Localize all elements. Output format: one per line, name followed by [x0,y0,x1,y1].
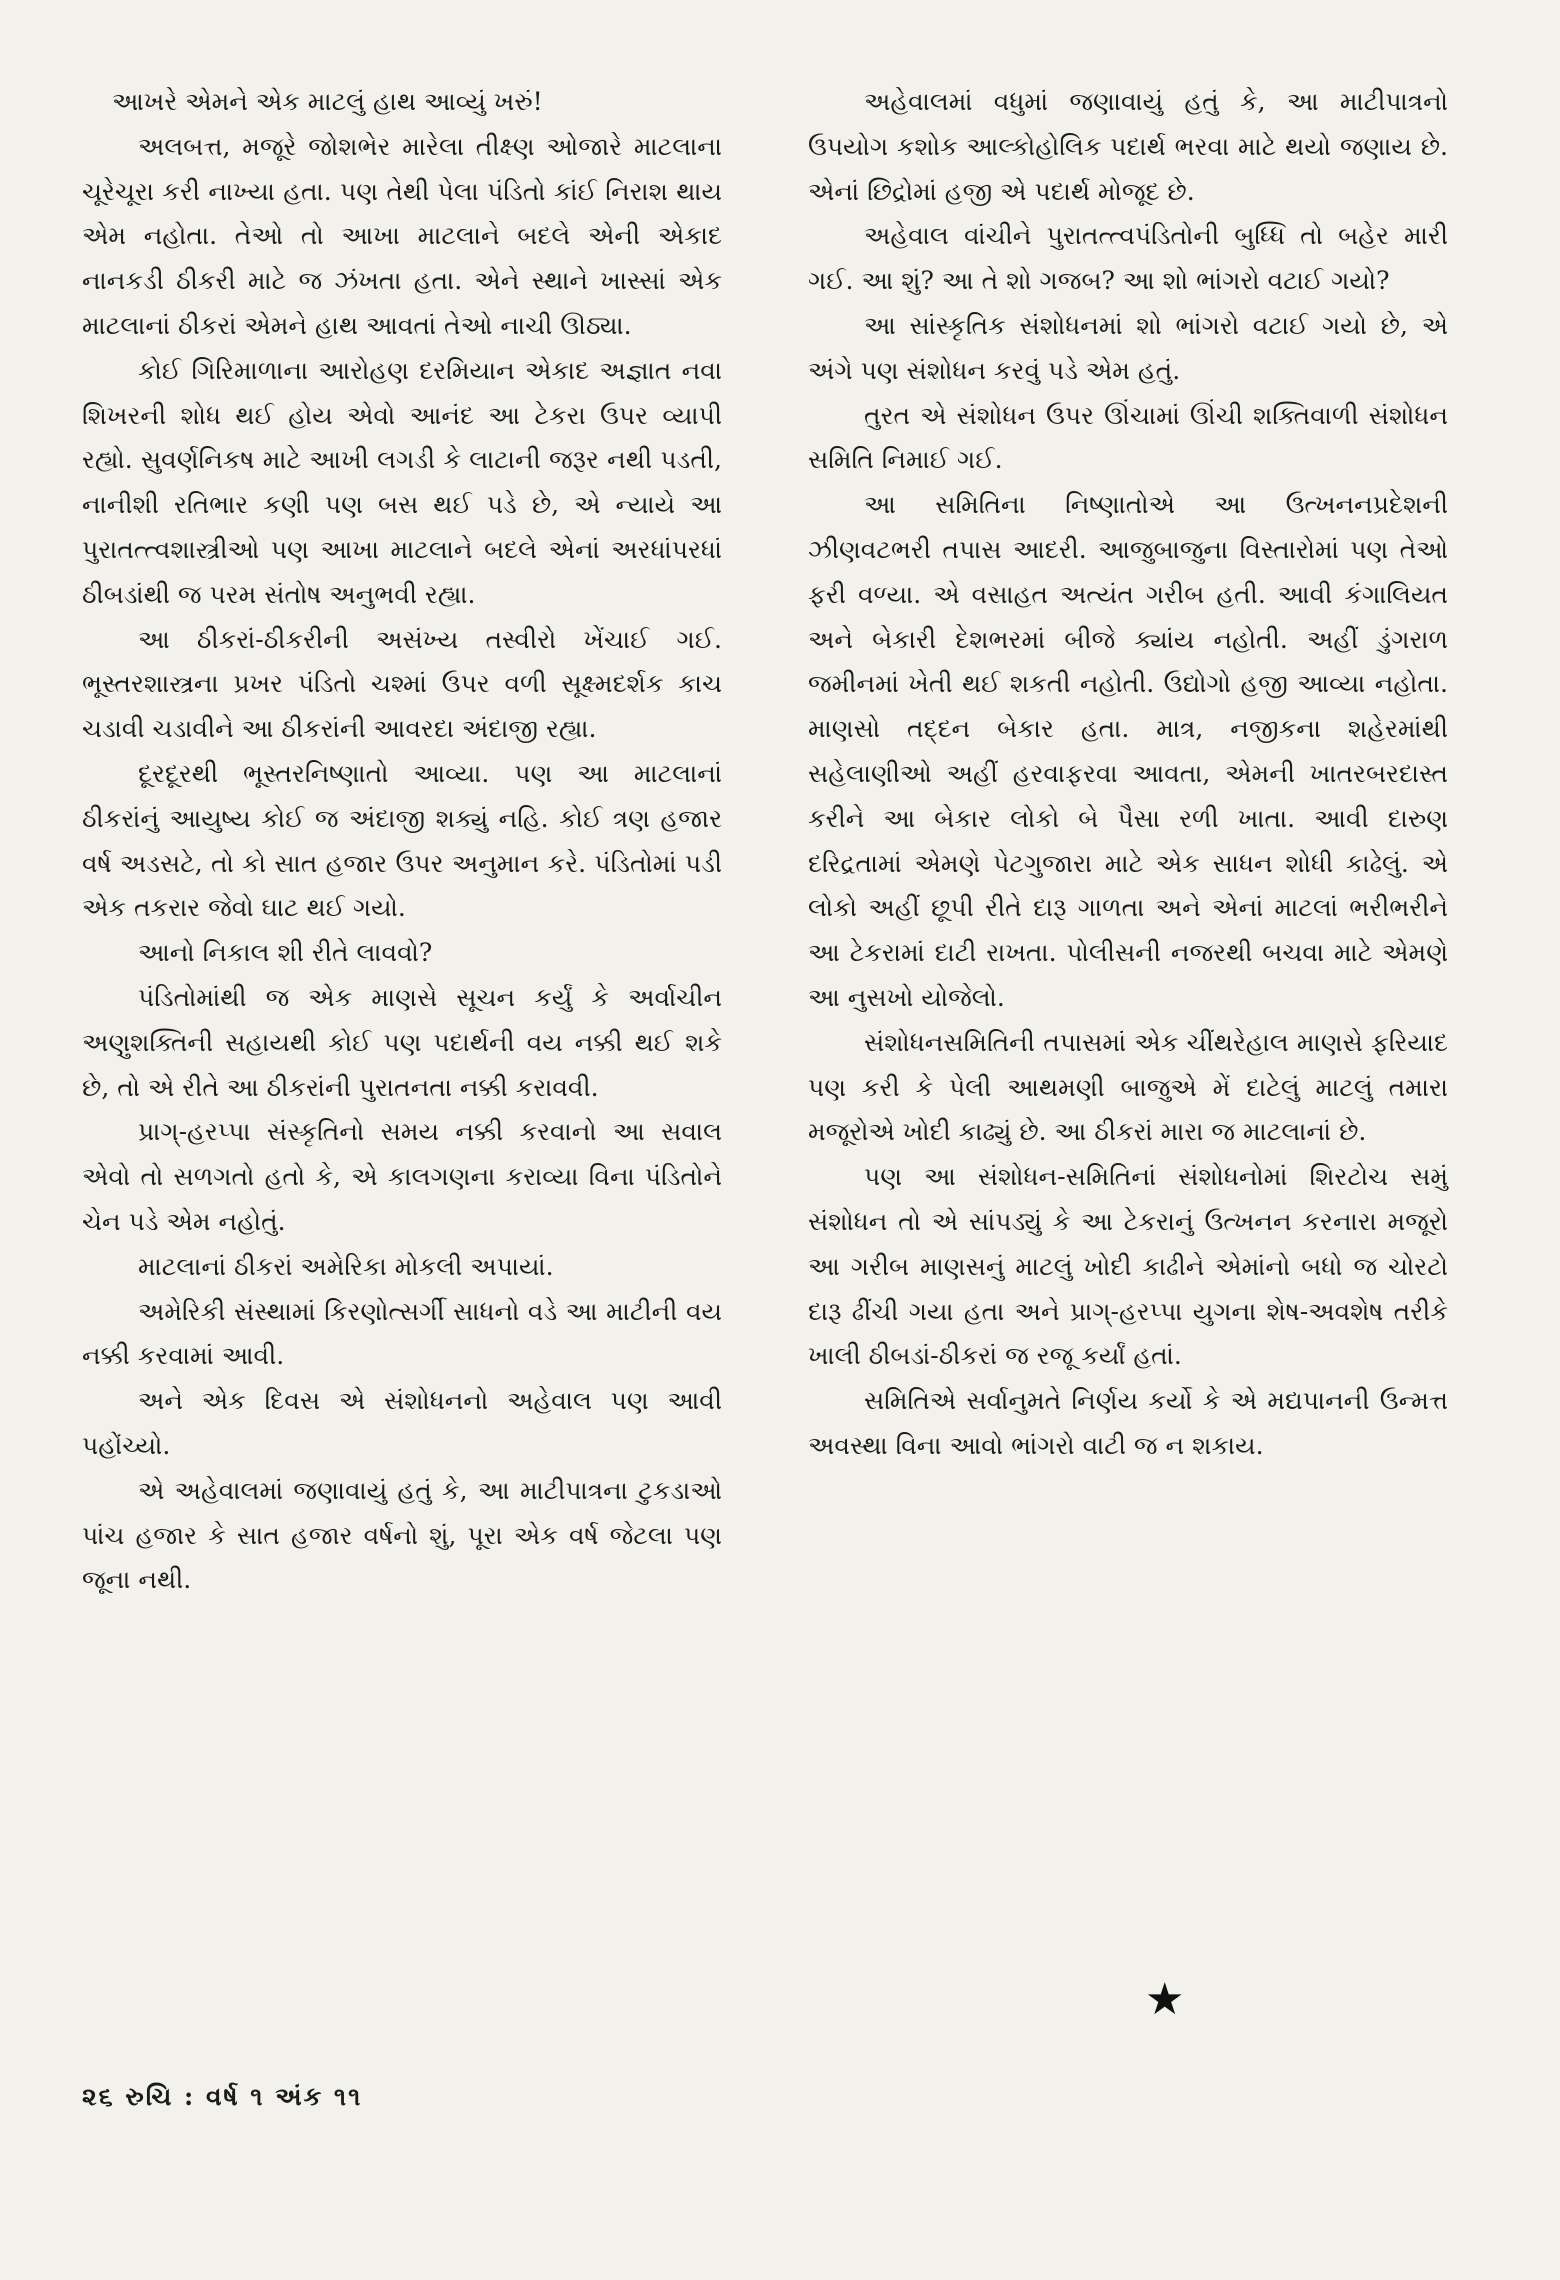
paragraph: અલબત્ત, મજૂરે જોશભેર મારેલા તીક્ષ્ણ ઓજારે માટલાના ચૂરેચૂરા કરી નાખ્યા હતા. પણ તેથી પેલા પંડિતો કાંઈ નિરાશ થાય એમ નહોતા. તેઓ તો આખા માટલાને બદલે એની એકાદ નાનકડી ઠીકરી માટે જ ઝંખતા હતા. એને સ્થાને ખાસ્સાં એક માટલાનાં ઠીકરાં એમને હાથ આવતાં તેઓ નાચી ઊઠ્યા. [82,131,722,340]
paragraph: માટલાનાં ઠીકરાં અમેરિકા મોકલી અપાયાં. [138,1251,554,1281]
paragraph: દૂરદૂરથી ભૂસ્તરનિષ્ણાતો આવ્યા. પણ આ માટલાનાં ઠીકરાંનું આયુષ્ય કોઈ જ અંદાજી શક્યું નહિ. કોઈ ત્રણ હજાર વર્ષ અડસટે, તો કો સાત હજાર ઉપર અનુમાન કરે. પંડિતોમાં પડી એક તકરાર જેવો ઘાટ થઈ ગયો. [82,758,722,923]
paragraph: આ સમિતિના નિષ્ણાતોએ આ ઉત્ખનનપ્રદેશની ઝીણવટભરી તપાસ આદરી. આજુબાજુના વિસ્તારોમાં પણ તેઓ ફરી વળ્યા. એ વસાહત અત્યંત ગરીબ હતી. આવી કંગાલિયત અને બેકારી દેશભરમાં બીજે ક્યાંય નહોતી. અહીં ડુંગરાળ જમીનમાં ખેતી થઈ શકતી નહોતી. ઉદ્યોગો હજી આવ્યા નહોતા. માણસો તદ્દન બેકાર હતા. માત્ર, નજીકના શહેરમાંથી સહેલાણીઓ અહીં હરવાફરવા આવતા, એમની ખાતરબરદાસ્ત કરીને આ બેકાર લોકો બે પૈસા રળી ખાતા. આવી દારુણ દરિદ્રતામાં એમણે પેટગુજારા માટે એક સાધન શોધી કાઢેલું. એ લોકો અહીં છૂપી રીતે દારૂ ગાળતા અને એનાં માટલાં ભરીભરીને આ ટેકરામાં દાટી રાખતા. પોલીસની નજરથી બચવા માટે એમણે આ નુસખો યોજેલો. [808,490,1448,1012]
paragraph: અહેવાલમાં વધુમાં જણાવાયું હતું કે, આ માટીપાત્રનો ઉપયોગ કશોક આલ્કોહોલિક પદાર્થ ભરવા માટે થયો જણાય છે. એનાં છિદ્રોમાં હજી એ પદાર્થ મોજૂદ છે. [808,87,1448,206]
paragraph: સંશોધનસમિતિની તપાસમાં એક ચીંથરેહાલ માણસે ફરિયાદ પણ કરી કે પેલી આથમણી બાજુએ મેં દાટેલું માટલું તમારા મજૂરોએ ખોદી કાઢ્યું છે. આ ઠીકરાં મારા જ માટલાનાં છે. [808,1027,1448,1147]
left-column [82,80,722,1603]
paragraph: અમેરિકી સંસ્થામાં કિરણોત્સર્ગી સાધનો વડે આ માટીની વય નક્કી કરવામાં આવી. [82,1296,722,1371]
paragraph: આ સાંસ્કૃતિક સંશોધનમાં શો ભાંગરો વટાઈ ગયો છે, એ અંગે પણ સંશોધન કરવું પડે એમ હતું. [808,310,1448,385]
paragraph: કોઈ ગિરિમાળાના આરોહણ દરમિયાન એકાદ અજ્ઞાત નવા શિખરની શોધ થઈ હોય એવો આનંદ આ ટેકરા ઉપર વ્યાપી રહ્યો. સુવર્ણનિકષ માટે આખી લગડી કે લાટાની જરૂર નથી પડતી, નાનીશી રતિભાર કણી પણ બસ થઈ પડે છે, એ ન્યાયે આ પુરાતત્ત્વશાસ્ત્રીઓ પણ આખા માટલાને બદલે એનાં અરધાંપરધાં ઠીબડાંથી જ પરમ સંતોષ અનુભવી રહ્યા. [82,355,722,609]
paragraph: પણ આ સંશોધન-સમિતિનાં સંશોધનોમાં શિરટોચ સમું સંશોધન તો એ સાંપડ્યું કે આ ટેકરાનું ઉત્ખનન કરનારા મજૂરો આ ગરીબ માણસનું માટલું ખોદી કાઢીને એમાંનો બધો જ ચોરટો દારૂ ઢીંચી ગયા હતા અને પ્રાગ્-હરપ્પા યુગના શેષ-અવશેષ તરીકે ખાલી ઠીબડાં-ઠીકરાં જ રજૂ કર્યાં હતાં. [808,1162,1448,1371]
paragraph: પ્રાગ્-હરપ્પા સંસ્કૃતિનો સમય નક્કી કરવાનો આ સવાલ એવો તો સળગતો હતો કે, એ કાલગણના કરાવ્યા વિના પંડિતોને ચેન પડે એમ નહોતું. [82,1117,722,1236]
paragraph: એ અહેવાલમાં જણાવાયું હતું કે, આ માટીપાત્રના ટુકડાઓ પાંચ હજાર કે સાત હજાર વર્ષનો શું, પૂરા એક વર્ષ જેટલા પણ જૂના નથી. [82,1475,722,1595]
paragraph: આ ઠીકરાં-ઠીકરીની અસંખ્ય તસ્વીરો ખેંચાઈ ગઈ. ભૂસ્તરશાસ્ત્રના પ્રખર પંડિતો ચશ્માં ઉપર વળી સૂક્ષ્મદર્શક કાચ ચડાવી ચડાવીને આ ઠીકરાંની આવરદા અંદાજી રહ્યા. [82,624,722,744]
paragraph: પંડિતોમાંથી જ એક માણસે સૂચન કર્યું કે અર્વાચીન અણુશક્તિની સહાયથી કોઈ પણ પદાર્થની વય નક્કી થઈ શકે છે, તો એ રીતે આ ઠીકરાંની પુરાતનતા નક્કી કરાવવી. [82,982,722,1102]
paragraph: આખરે એમને એક માટલું હાથ આવ્યું ખરું! [112,87,543,116]
page-footer: ૨૬ રુચિ : વર્ષ ૧ અંક ૧૧ [82,2082,363,2111]
paragraph: અહેવાલ વાંચીને પુરાતત્ત્વપંડિતોની બુધ્ધિ તો બહેર મારી ગઈ. આ શું? આ તે શો ગજબ? આ શો ભાંગરો વટાઈ ગયો? [808,221,1448,296]
paragraph: સમિતિએ સર્વાનુમતે નિર્ણય કર્યો કે એ મદ્યપાનની ઉન્મત્ત અવસ્થા વિના આવો ભાંગરો વાટી જ ન શકાય. [808,1386,1448,1460]
paragraph: અને એક દિવસ એ સંશોધનનો અહેવાલ પણ આવી પહોંચ્યો. [82,1386,722,1460]
paragraph: આનો નિકાલ શી રીતે લાવવો? [138,938,433,968]
paragraph: તુરત એ સંશોધન ઉપર ઊંચામાં ઊંચી શક્તિવાળી સંશોધન સમિતિ નિમાઈ ગઈ. [808,400,1448,475]
star-icon: ★ [1145,1974,1185,2025]
right-column [808,80,1448,1469]
